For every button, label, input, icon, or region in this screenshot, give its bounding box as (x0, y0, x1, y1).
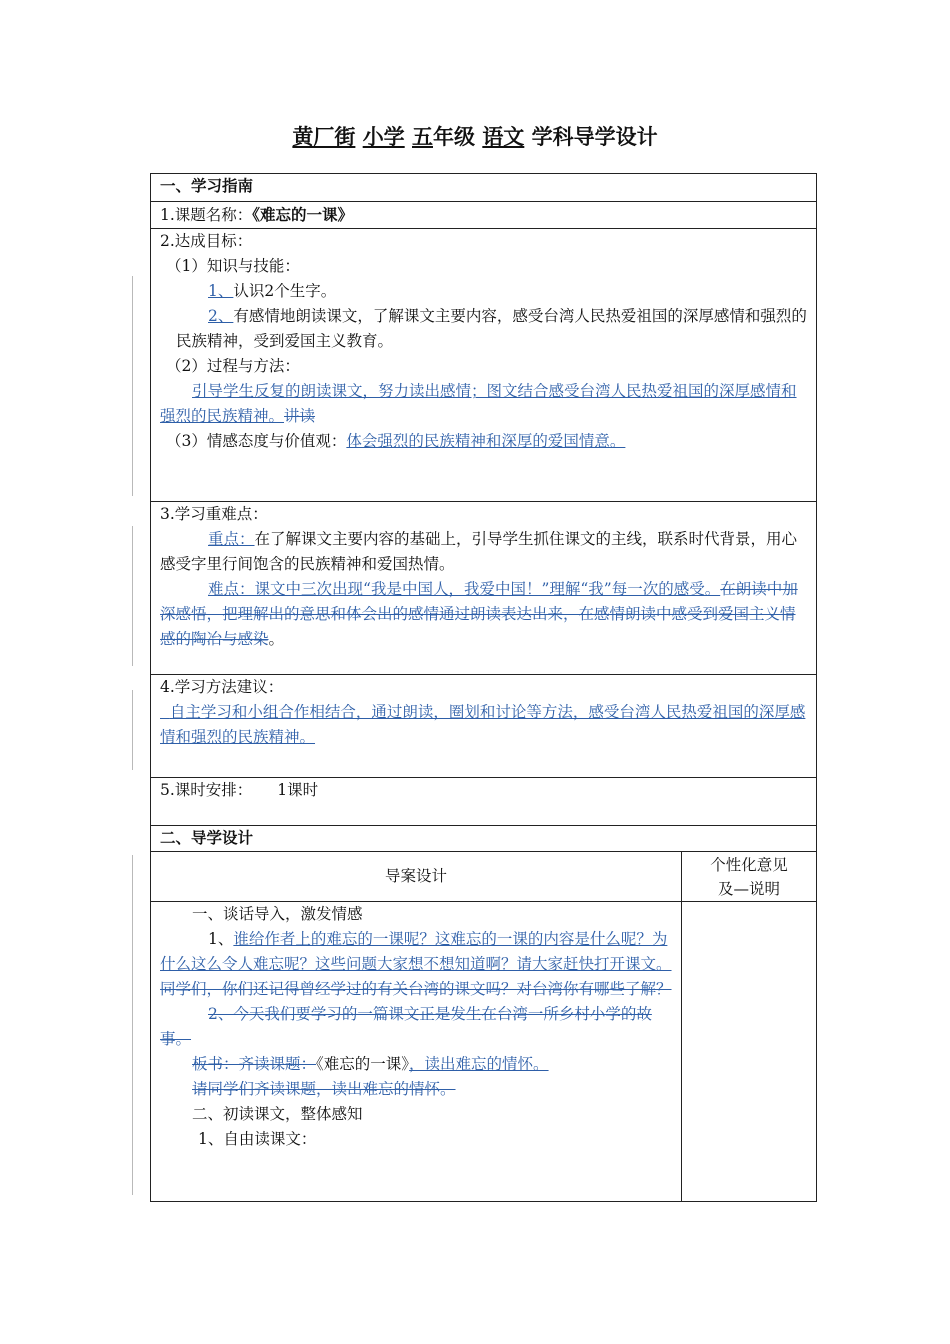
keypoints-cell (151, 502, 817, 675)
margin-revision-mark (132, 526, 133, 666)
knowledge-item-1: 1、认识2个生字。 (208, 282, 337, 300)
title-suffix: 学科导学设计 (531, 125, 658, 149)
knowledge-item-2: 2、有感情地朗读课文，了解课文主要内容，感受台湾人民热爱祖国的深厚感情和强烈的民族精神，受到爱国主义教育。 (176, 307, 807, 350)
col-design-header: 导案设计 (151, 852, 682, 902)
topic-row (151, 202, 817, 229)
keypoints-label: 3.学习重难点： (160, 505, 268, 523)
emotion-row: （3）情感态度与价值观：体会强烈的民族精神和深厚的爱国情意。 (166, 432, 626, 450)
step1-strike-3: 请同学们齐读课题，读出难忘的情怀。 (192, 1080, 456, 1098)
topic-label: 1.课题名称： (160, 206, 253, 224)
step2-heading: 二、初读课文，整体感知 (192, 1105, 363, 1123)
title-grade: 五 (412, 125, 433, 149)
step1-heading: 一、谈话导入，激发情感 (192, 905, 363, 923)
difficult-point: 难点：课文中三次出现“我是中国人，我爱中国！”理解“我”每一次的感受。在朗读中加深感悟，把理解出的意思和体会出的感情通过朗读表达出来，在感情朗读中感受到爱国主义情感的陶冶与感染。 (160, 580, 798, 648)
topic-value: 《难忘的一课》 (252, 205, 354, 224)
title-school: 黄厂街 (292, 125, 356, 149)
step2-item-1: 1、自由读课文： (198, 1130, 317, 1148)
key-point: 重点：在了解课文主要内容的基础上，引导学生抓住课文的主线，联系时代背景，用心感受字里行间饱含的民族精神和爱国热情。 (160, 530, 798, 573)
goals-label: 2.达成目标： (160, 232, 253, 250)
schedule-label: 5.课时安排： (160, 781, 253, 799)
board-row: 板书：齐读课题：《难忘的一课》，读出难忘的情怀。 (192, 1055, 549, 1073)
step1-item-1: 1、谁给作者上的难忘的一课呢？这难忘的一课的内容是什么呢？为什么这么令人难忘呢？这些问题大家想不想知道啊？请大家赶快打开课文。 (160, 930, 672, 973)
col-notes-header: 个性化意见 及—说明 (682, 852, 817, 902)
schedule-value: 1课时 (277, 781, 319, 799)
margin-revision-mark (132, 855, 133, 1195)
guide-table (150, 173, 817, 1202)
knowledge-label: （1）知识与技能： (166, 257, 300, 275)
method-cell (151, 675, 817, 778)
title-grade-suffix: 年级 (433, 125, 475, 149)
section1-heading: 一、学习指南 (151, 174, 817, 202)
margin-revision-mark (132, 690, 133, 770)
process-label: （2）过程与方法： (166, 357, 300, 375)
method-text: 自主学习和小组合作相结合，通过朗读，圈划和讨论等方法，感受台湾人民热爱祖国的深厚感情和强烈的民族精神。 (160, 703, 806, 746)
goals-cell (151, 229, 817, 502)
schedule-cell (151, 778, 817, 826)
section2-heading: 二、导学设计 (151, 826, 817, 852)
title-school-suffix: 小学 (362, 125, 405, 149)
step1-strike-1: 同学们，你们还记得曾经学过的有关台湾的课文吗？对台湾你有哪些了解？ (160, 980, 672, 998)
process-text: 引导学生反复的朗读课文，努力读出感情；图文结合感受台湾人民热爱祖国的深厚感情和强烈的民族精神。讲读 (160, 382, 797, 425)
design-content-cell (151, 902, 682, 1202)
step1-strike-2: 2、今天我们要学习的一篇课文正是发生在台湾一所乡村小学的故事。 (160, 1005, 652, 1048)
page-title (0, 121, 950, 151)
title-subject: 语文 (482, 125, 525, 149)
margin-revision-mark (132, 276, 133, 496)
method-label: 4.学习方法建议： (160, 678, 284, 696)
notes-content-cell (682, 902, 817, 1202)
